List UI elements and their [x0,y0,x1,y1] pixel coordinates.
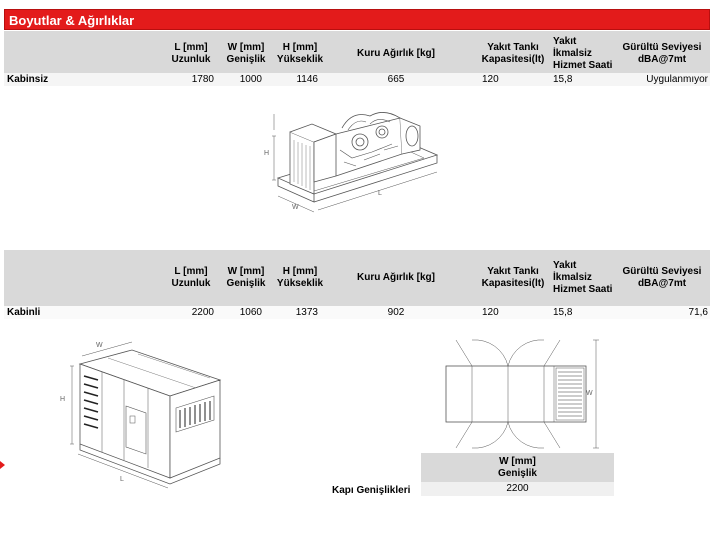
door-width-label: Kapı Genişlikleri [332,485,411,496]
canopy-generator-drawing [52,336,232,506]
page-marker-icon [0,461,5,469]
table-row-canopy [4,306,710,319]
open-w-mark: W [292,204,299,211]
col-length: L [mm] Uzunluk [171,41,211,65]
col-width: W [mm] Genişlik [226,266,266,289]
col-fuel-tank: Yakıt Tankı Kapasitesi(lt) [481,41,545,65]
row-runtime: 15,8 [553,307,573,318]
col-runtime: Yakıt İkmalsiz Hizmet Saati [553,35,613,71]
row-width: 1000 [239,74,262,85]
row-height: 1146 [296,74,318,85]
col-fuel-tank: Yakıt Tankı Kapasitesi(lt) [481,266,545,289]
row-label: Kabinli [7,307,41,318]
open-generator-drawing [252,100,442,242]
open-l-mark: L [378,190,382,197]
col-runtime: Yakıt İkmalsiz Hizmet Saati [553,260,613,295]
row-fuel-tank: 120 [482,307,499,318]
open-h-mark: H [264,150,270,157]
col-noise: Gürültü Seviyesi dBA@7mt [622,266,702,289]
canopy-w-mark: W [96,342,103,349]
table-row-open [4,73,710,86]
canopy-l-mark: L [120,476,124,483]
canopy-h-mark: H [60,396,66,403]
row-width: 1060 [239,307,262,318]
door-width-table [421,453,614,496]
door-width-value: 2200 [421,482,614,496]
table-header-open [4,31,710,76]
canopy-top-view-drawing [436,336,606,452]
row-height: 1373 [295,307,318,318]
col-length: L [mm] Uzunluk [171,266,211,289]
section-title: Boyutlar & Ağırlıklar [4,9,710,30]
top-w-mark: W [586,390,593,397]
col-dry-weight: Kuru Ağırlık [kg] [357,47,435,59]
row-length: 1780 [191,74,214,85]
row-noise: Uygulanmıyor [646,74,708,85]
row-runtime: 15,8 [553,74,573,85]
row-dry-weight: 665 [387,74,405,85]
row-noise: 71,6 [688,307,708,318]
table-header-canopy [4,250,710,306]
row-fuel-tank: 120 [482,74,499,85]
col-dry-weight: Kuru Ağırlık [kg] [357,272,435,283]
col-noise: Gürültü Seviyesi dBA@7mt [622,41,702,65]
col-width: W [mm] Genişlik [226,41,266,65]
row-dry-weight: 902 [387,307,405,318]
col-height: H [mm] Yükseklik [276,41,324,65]
door-width-header: W [mm] Genişlik [421,453,614,482]
row-length: 2200 [191,307,214,318]
row-label: Kabinsiz [7,74,49,85]
col-height: H [mm] Yükseklik [276,266,324,289]
